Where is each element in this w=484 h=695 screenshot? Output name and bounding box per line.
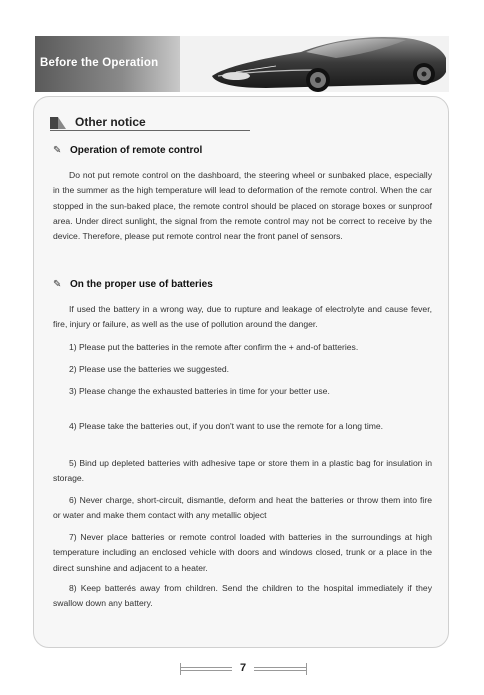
battery-item-2: 2) Please use the batteries we suggested. (69, 364, 230, 374)
remote-body: Do not put remote control on the dashboard, the steering wheel or sunbaked place, especially in the summer as the high temperature will lead to deformation of the remote control. When the car stopped in the sun-baked place, the remote control should be placed on storage boxes or sunproof area. Under direct sunlight, the signal from the remote control may not be correct to receive by the device. Therefore, please put remote control near the front panel of sensors. (53, 170, 432, 242)
battery-item-3: 3) Please change the exhausted batteries in time for your better use. (69, 386, 330, 396)
footer-rule (180, 663, 181, 675)
battery-item-7: 7) Never place batteries or remote control loaded with batteries in the surroundings at high temperature including an enclosed vehicle with doors and windows closed, trunk or a place in the direct sunshine and adjacent to a heater. (53, 532, 432, 573)
battery-item-1: 1) Please put the batteries in the remote after confirm the + and-of batteries. (69, 342, 359, 352)
battery-item-8: 8) Keep batterés away from children. Send the children to the hospital immediately if they swallow down any battery. (53, 583, 432, 609)
arrow-bullet-icon: ✎ (53, 145, 62, 156)
section-marker-icon (50, 117, 66, 129)
battery-item-6: 6) Never charge, short-circuit, dismantle, deform and heat the batteries or throw them into fire or water and make them contact with any metallic object (53, 495, 432, 521)
footer-rule (180, 670, 232, 671)
footer-rule (254, 670, 306, 671)
footer-rule (306, 663, 307, 675)
arrow-bullet-icon: ✎ (53, 279, 62, 290)
footer-rule (180, 667, 232, 668)
battery-item-5: 5) Bind up depleted batteries with adhesive tape or store them in a plastic bag for insulation in storage. (53, 458, 432, 484)
battery-item-4: 4) Please take the batteries out, if you don't want to use the remote for a long time. (69, 421, 384, 431)
batteries-intro: If used the battery in a wrong way, due to rupture and leakage of electrolyte and cause fever, fire, injury or failure, as well as the use of pollution around the danger. (53, 304, 432, 330)
section-title: Other notice (75, 115, 146, 129)
batteries-heading: On the proper use of batteries (70, 279, 213, 290)
header-title: Before the Operation (40, 57, 159, 69)
remote-heading: Operation of remote control (70, 145, 203, 156)
page-number: 7 (239, 662, 247, 674)
footer-rule (254, 667, 306, 668)
section-underline (50, 130, 250, 131)
sports-car-image (206, 32, 449, 96)
